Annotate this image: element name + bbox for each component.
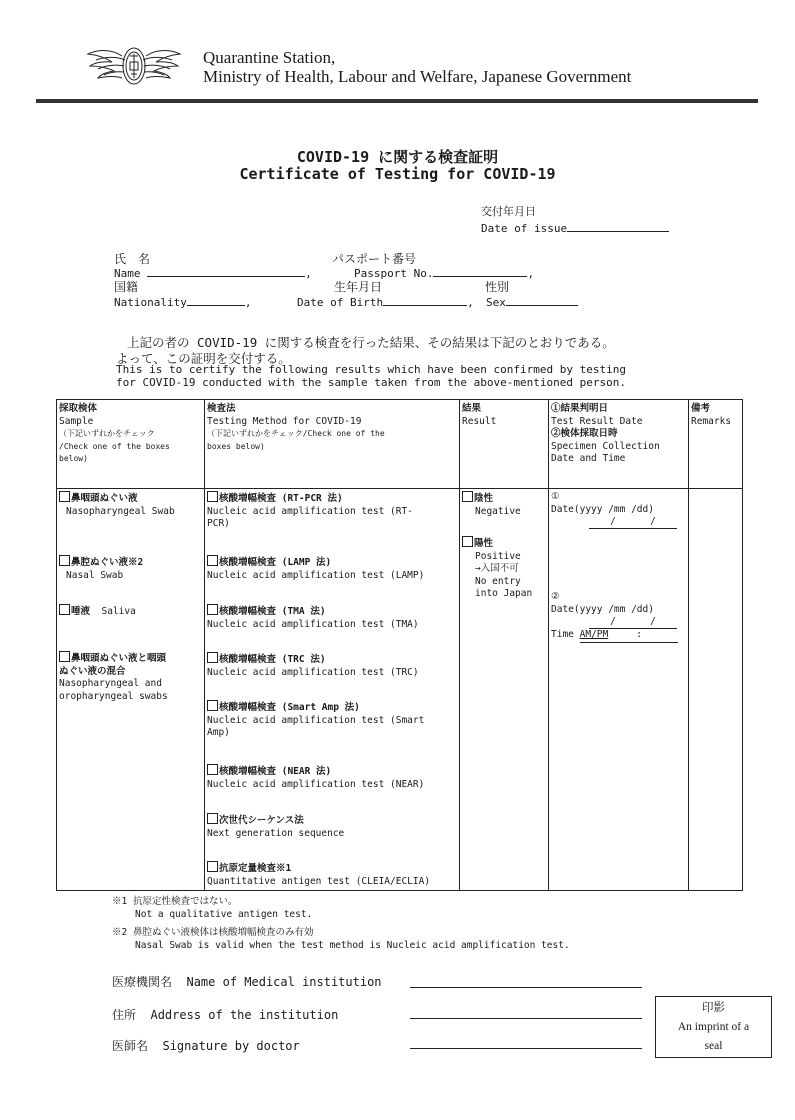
- method-smart-amp-en-2: Amp): [207, 727, 230, 738]
- specimen-time-row: [551, 629, 678, 643]
- header-result-ja: 結果: [462, 403, 482, 414]
- method-checkbox-rt-pcr[interactable]: [207, 491, 218, 502]
- sample-mixed-ja-2: ぬぐい液の混合: [59, 665, 126, 677]
- statement-ja-1: 上記の者の COVID-19 に関する検査を行った結果、その結果は下記のとおりである。: [127, 335, 615, 350]
- sample-saliva-ja: 唾液: [71, 606, 91, 617]
- sample-checkbox-mixed[interactable]: [59, 651, 70, 662]
- sample-option-mixed: [59, 651, 168, 703]
- result-option-positive: [462, 536, 532, 601]
- header-sample-ja: 採取検体: [59, 403, 98, 414]
- nationality-ja: 国籍: [114, 280, 139, 294]
- header-line-2: Ministry of Health, Labour and Welfare, Japanese Government: [203, 67, 632, 86]
- dob-label: Date of Birth: [297, 296, 384, 309]
- institution-address-ja: 住所: [112, 1008, 137, 1022]
- passport-row: Passport No. ,: [354, 264, 534, 280]
- method-option-smart-amp: [207, 700, 424, 740]
- passport-label: Passport No.: [354, 267, 434, 280]
- specimen-date-mark: ②: [551, 591, 560, 602]
- specimen-time-blank[interactable]: [580, 629, 678, 643]
- note-2-en: Nasal Swab is valid when the test method is Nucleic acid amplification test.: [135, 940, 570, 951]
- note-2-ja: ※2 鼻腔ぬぐい液検体は核酸増幅検査のみ有効: [112, 927, 314, 938]
- result-checkbox-negative[interactable]: [462, 491, 473, 502]
- title-ja: COVID-19 に関する検査証明: [296, 148, 499, 166]
- test-result-date-mark: ①: [551, 491, 560, 502]
- institution-address-blank[interactable]: [410, 1018, 642, 1019]
- note-1-ja: ※1 抗原定性検査ではない。: [112, 896, 238, 907]
- header-method-note-1: （下記いずれかをチェック/Check one of the: [207, 429, 385, 438]
- header-sample: [59, 403, 170, 466]
- specimen-date-blank[interactable]: [589, 616, 677, 629]
- header-date: [551, 403, 660, 466]
- method-near-ja: 核酸増幅検査 (NEAR 法): [219, 766, 332, 777]
- header-date-ja-1: ①結果判明日: [551, 403, 609, 414]
- method-checkbox-ngs[interactable]: [207, 813, 218, 824]
- sample-checkbox-saliva[interactable]: [59, 604, 70, 615]
- test-result-date: [551, 491, 677, 529]
- specimen-collection-date: [551, 591, 678, 643]
- statement-ja-2: よって、この証明を交付する。: [116, 351, 291, 366]
- method-checkbox-tma[interactable]: [207, 604, 218, 615]
- method-lamp-ja: 核酸増幅検査 (LAMP 法): [219, 557, 332, 568]
- specimen-date-format: Date(yyyy /mm /dd): [551, 603, 654, 615]
- sample-nasal-en: Nasal Swab: [66, 569, 124, 581]
- sample-nasopharyngeal-en: Nasopharyngeal Swab: [66, 505, 175, 517]
- seal-label-ja: 印影: [702, 1002, 725, 1014]
- institution-name-en: Name of Medical institution: [186, 975, 382, 989]
- header-date-en-3: Date and Time: [551, 453, 626, 464]
- sex-ja: 性別: [485, 280, 510, 294]
- header-sample-note-1: （下記いずれかをチェック: [59, 429, 155, 438]
- header-remarks-ja: 備考: [691, 403, 711, 414]
- test-result-date-blank[interactable]: [589, 516, 677, 529]
- sample-checkbox-nasal[interactable]: [59, 555, 70, 566]
- name-row: Name ,: [114, 264, 312, 280]
- method-option-trc: [207, 652, 419, 679]
- header-result: [462, 403, 496, 428]
- method-tma-en: Nucleic acid amplification test (TMA): [207, 618, 419, 630]
- seal-box[interactable]: [655, 996, 772, 1058]
- header-line-1: Quarantine Station,: [203, 48, 336, 67]
- sample-checkbox-nasopharyngeal[interactable]: [59, 491, 70, 502]
- method-checkbox-lamp[interactable]: [207, 555, 218, 566]
- header-method-note-2: boxes below): [207, 441, 265, 451]
- method-option-lamp: [207, 555, 424, 582]
- header-result-en: Result: [462, 415, 497, 427]
- test-result-date-format: Date(yyyy /mm /dd): [551, 503, 654, 515]
- institution-address-row: [112, 1006, 338, 1023]
- institution-name-row: [112, 973, 382, 990]
- statement-en-1: This is to certify the following results which have been confirmed by testing: [116, 363, 626, 376]
- sex-label: Sex: [486, 296, 506, 309]
- nationality-row: Nationality ,: [114, 293, 251, 309]
- note-1-en: Not a qualitative antigen test.: [135, 909, 313, 920]
- header-method-en: Testing Method for COVID-19: [207, 415, 362, 427]
- method-trc-ja: 核酸増幅検査 (TRC 法): [219, 654, 326, 665]
- name-label: Name: [114, 267, 141, 280]
- method-option-rt-pcr: [207, 491, 413, 531]
- method-option-near: [207, 764, 424, 791]
- institution-name-blank[interactable]: [410, 987, 642, 988]
- dob-ja: 生年月日: [334, 280, 383, 294]
- method-checkbox-smart-amp[interactable]: [207, 700, 218, 711]
- method-rt-pcr-en-2: PCR): [207, 518, 230, 529]
- institution-address-en: Address of the institution: [150, 1008, 339, 1022]
- dob-row: Date of Birth ,: [297, 293, 474, 309]
- institution-name-ja: 医療機関名: [112, 975, 173, 989]
- specimen-time-label: Time: [551, 629, 574, 640]
- specimen-time-colon: :: [636, 629, 642, 640]
- header-sample-note-2: /Check one of the boxes: [59, 441, 170, 451]
- doctor-signature-row: [112, 1037, 300, 1054]
- title-en: Certificate of Testing for COVID-19: [239, 165, 556, 183]
- sample-saliva-en: Saliva: [101, 606, 136, 617]
- result-no-entry-en-1: No entry: [475, 575, 521, 587]
- header-date-en-2: Specimen Collection: [551, 440, 660, 452]
- sample-option-nasal: [59, 555, 143, 582]
- method-lamp-en: Nucleic acid amplification test (LAMP): [207, 569, 425, 581]
- seal-label-en-1: An imprint of a: [677, 1021, 750, 1033]
- result-checkbox-positive[interactable]: [462, 536, 473, 547]
- test-result-date-separators: / /: [610, 516, 656, 527]
- specimen-ampm: AM/PM: [579, 629, 609, 640]
- method-checkbox-near[interactable]: [207, 764, 218, 775]
- method-trc-en: Nucleic acid amplification test (TRC): [207, 666, 419, 678]
- sample-option-saliva: [59, 604, 136, 619]
- method-checkbox-trc[interactable]: [207, 652, 218, 663]
- issue-date-ja: 交付年月日: [481, 205, 536, 218]
- statement-en-2: for COVID-19 conducted with the sample taken from the above-mentioned person.: [116, 376, 626, 389]
- issue-date-label: Date of issue: [481, 222, 568, 235]
- header-sample-note-3: below): [59, 454, 88, 463]
- result-no-entry-ja: →入国不可: [475, 563, 519, 574]
- passport-ja: パスポート番号: [332, 252, 417, 266]
- result-negative-ja: 陰性: [474, 493, 494, 504]
- method-tma-ja: 核酸増幅検査 (TMA 法): [219, 606, 326, 617]
- result-positive-ja: 陽性: [474, 538, 494, 549]
- header-date-en-1: Test Result Date: [551, 415, 643, 427]
- result-option-negative: [462, 491, 521, 518]
- method-antigen-en: Quantitative antigen test (CLEIA/ECLIA): [207, 875, 431, 887]
- seal-label-en-2: seal: [704, 1040, 723, 1052]
- doctor-signature-en: Signature by doctor: [162, 1039, 300, 1053]
- method-option-tma: [207, 604, 419, 631]
- doctor-signature-ja: 医師名: [112, 1039, 149, 1053]
- method-option-ngs: [207, 813, 344, 840]
- header-sample-en: Sample: [59, 415, 94, 427]
- header-remarks-en: Remarks: [691, 415, 732, 427]
- sample-nasal-ja: 鼻腔ぬぐい液※2: [71, 557, 144, 568]
- method-smart-amp-en: Nucleic acid amplification test (Smart: [207, 714, 425, 726]
- method-ngs-ja: 次世代シーケンス法: [219, 815, 304, 826]
- method-ngs-en: Next generation sequence: [207, 827, 345, 839]
- specimen-date-separators: / /: [610, 616, 656, 627]
- result-negative-en: Negative: [475, 505, 521, 517]
- method-option-antigen: [207, 861, 430, 888]
- nationality-label: Nationality: [114, 296, 187, 309]
- header-date-ja-2: ②検体採取日時: [551, 428, 618, 439]
- method-smart-amp-ja: 核酸増幅検査 (Smart Amp 法): [219, 702, 360, 713]
- header-method: [207, 403, 385, 453]
- method-rt-pcr-ja: 核酸増幅検査 (RT-PCR 法): [219, 493, 343, 504]
- method-near-en: Nucleic acid amplification test (NEAR): [207, 778, 425, 790]
- sample-mixed-en-2: oropharyngeal swabs: [59, 690, 168, 702]
- sample-nasopharyngeal-ja: 鼻咽頭ぬぐい液: [71, 493, 138, 504]
- header-method-ja: 検査法: [207, 403, 236, 414]
- sample-mixed-en: Nasopharyngeal and: [59, 678, 162, 689]
- sample-option-nasopharyngeal: [59, 491, 175, 518]
- name-ja: 氏 名: [114, 252, 151, 266]
- result-positive-en: Positive: [475, 550, 521, 562]
- method-checkbox-antigen[interactable]: [207, 861, 218, 872]
- header-remarks: [691, 403, 731, 428]
- method-rt-pcr-en: Nucleic acid amplification test (RT-: [207, 505, 413, 517]
- doctor-signature-blank[interactable]: [410, 1048, 642, 1049]
- result-no-entry-en-2: into Japan: [475, 588, 533, 599]
- method-antigen-ja: 抗原定量検査※1: [219, 863, 292, 874]
- sample-mixed-ja: 鼻咽頭ぬぐい液と咽頭: [71, 653, 167, 664]
